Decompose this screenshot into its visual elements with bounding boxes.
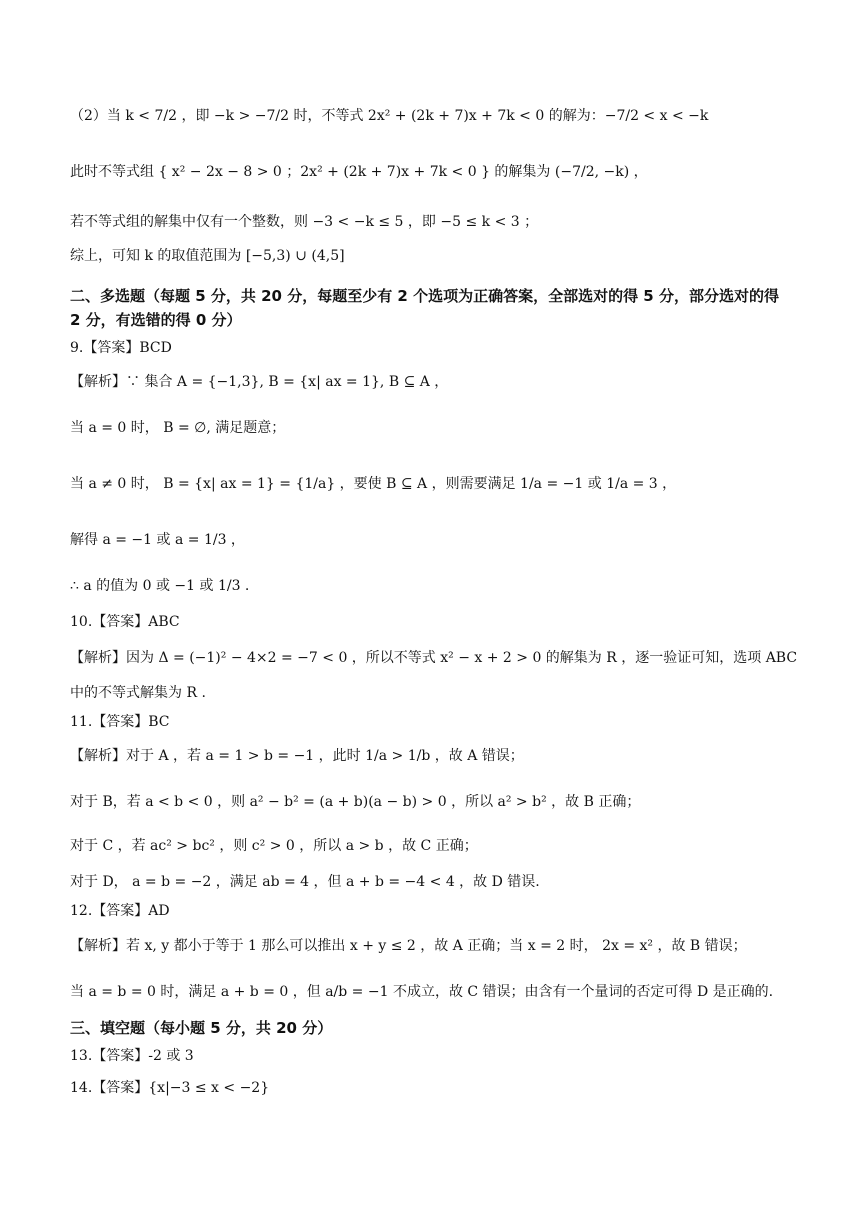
answer-line: 9.【答案】BCD (70, 340, 172, 356)
text-line: 对于 D， a = b = −2 ，满足 ab = 4 ，但 a + b = −4 < 4 ，故 D 错误. (70, 874, 540, 890)
text-line: 【解析】∵ 集合 A = {−1,3}, B = {x| ax = 1}, B ⊆ A ， (70, 374, 449, 390)
text-line: ∴ a 的值为 0 或 −1 或 1/3 . (70, 578, 250, 594)
text-line: 当 a ≠ 0 时， B = {x| ax = 1} = {1/a} ，要使 B ⊆ A ，则需要满足 1/a = −1 或 1/a = 3 ， (70, 476, 677, 492)
answer-line: 14.【答案】{x|−3 ≤ x < −2} (70, 1080, 270, 1096)
text-line: 若不等式组的解集中仅有一个整数，则 −3 < −k ≤ 5 ，即 −5 ≤ k < 3 ； (70, 214, 539, 230)
text-line: 对于 C ，若 ac² > bc² ，则 c² > 0 ，所以 a > b ，故 C 正确； (70, 838, 478, 854)
text-line: 当 a = 0 时， B = ∅, 满足题意； (70, 420, 286, 436)
text-line: 当 a = b = 0 时，满足 a + b = 0 ，但 a/b = −1 不成立，故 C 错误；由含有一个量词的否定可得 D 是正确的. (70, 984, 774, 1000)
text-line: 综上，可知 k 的取值范围为 [−5,3) ∪ (4,5] (70, 248, 345, 264)
text-line: 【解析】因为 Δ = (−1)² − 4×2 = −7 < 0 ，所以不等式 x² − x + 2 > 0 的解集为 R ，逐一验证可知，选项 ABC (70, 650, 798, 666)
section-heading-fill-in: 三、填空题（每小题 5 分，共 20 分） (70, 1019, 333, 1037)
text-line: 【解析】若 x, y 都小于等于 1 那么可以推出 x + y ≤ 2 ，故 A 正确；当 x = 2 时， 2x = x² ，故 B 错误； (70, 938, 747, 954)
answer-line: 10.【答案】ABC (70, 614, 180, 630)
text-line: 中的不等式解集为 R . (70, 685, 206, 701)
answer-line: 11.【答案】BC (70, 714, 170, 730)
text-line: （2）当 k < 7/2 ，即 −k > −7/2 时，不等式 2x² + (2k + 7)x + 7k < 0 的解为：−7/2 < x < −k (70, 108, 709, 124)
text-line: 解得 a = −1 或 a = 1/3 ， (70, 532, 245, 548)
section-heading-multi-choice: 二、多选题（每题 5 分，共 20 分，每题至少有 2 个选项为正确答案，全部选对的得 5 分，部分选对的得 2 分，有选错的得 0 分） (70, 287, 779, 329)
answer-line: 12.【答案】AD (70, 903, 170, 919)
answer-line: 13.【答案】-2 或 3 (70, 1048, 194, 1064)
text-line: 对于 B，若 a < b < 0 ，则 a² − b² = (a + b)(a − b) > 0 ，所以 a² > b² ，故 B 正确； (70, 794, 641, 810)
text-line: 【解析】对于 A ，若 a = 1 > b = −1 ，此时 1/a > 1/b ，故 A 错误； (70, 748, 524, 764)
text-line: 此时不等式组 { x² − 2x − 8 > 0 ；2x² + (2k + 7)x + 7k < 0 } 的解集为 (−7/2, −k) ， (70, 164, 648, 180)
